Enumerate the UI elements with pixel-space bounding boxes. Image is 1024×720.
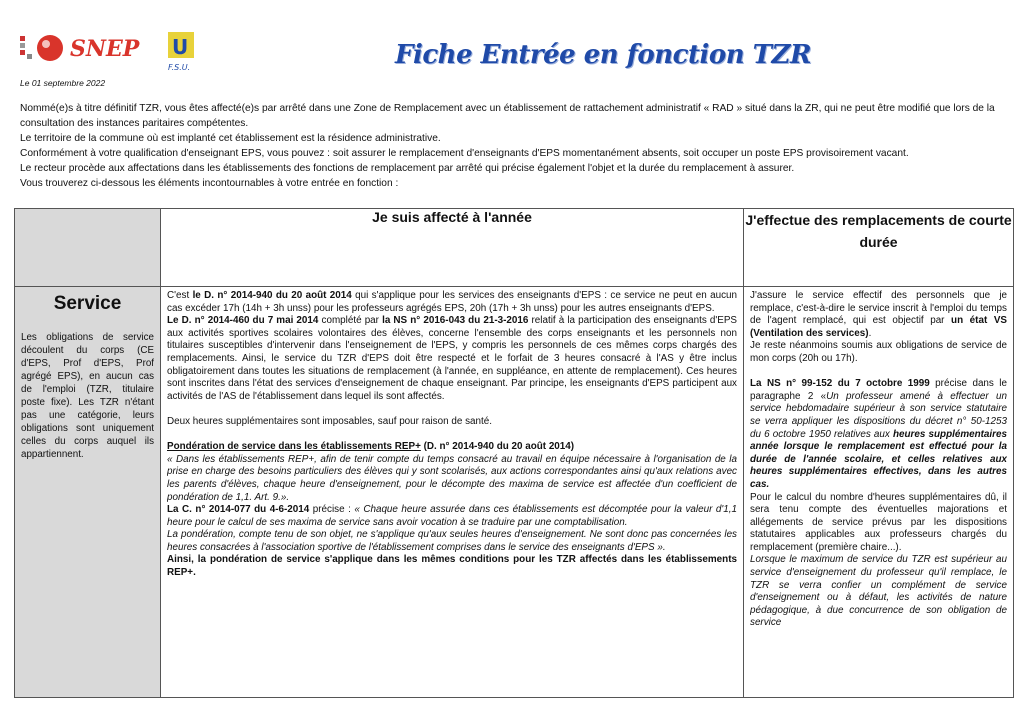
intro-paragraph: Le territoire de la commune où est implanté cet établissement est la résidence administrative. <box>20 133 441 144</box>
affecte-annee-cell: C'est le D. n° 2014-940 du 20 août 2014 qui s'applique pour les services des enseignants d'EPS : ce service ne peut en aucun cas excéder 17h (14h + 3h unss) pour les professeurs agrégés EPS, 20h (17h + 3h unss) pour les autres enseignants d'EPS. Le D. n° 2014-460 du 7 mai 2014 complété par la NS n° 2016-043 du 21-3-2016 relatif à la participation des enseignants d'EPS aux activités sportives scolaires volontaires des élèves, concerne l'ensemble des corps enseignants et les personnels non titulaires susceptibles d'intervenir dans l'enseignement de l'EPS, y compris les personnels de ces mêmes corps chargés des remplacements. Ainsi, le service du TZR d'EPS doit être respecté et le forfait de 3 heures consacré à l'AS y être inclus obligatoirement dans toutes les situations de remplacement (à l'année, en suppléance, en attente de remplacement). Ces heures sont inscrites dans l'état des services d'enseignement de chaque enseignant. Par principe, les enseignants d'EPS participent aux activités de l'AS de l'établissement dans lequel ils sont affectés. Deux heures supplémentaires sont imposables, sauf pour raison de santé. Pondération de service dans les établissements REP+ (D. n° 2014-940 du 20 août 2014) « Dans les établissements REP+, afin de tenir compte du temps consacré au travail en équipe nécessaire à l'organisation de la prise en charge des besoins particuliers des élèves qui y sont scolarisés, aux actions correspondantes ainsi qu'aux relations avec les parents d'élèves, chaque heure d'enseignement, pour le décompte des maxima de service est affectée d'un coefficient de pondération de 1,1. Art. 9.». La C. n° 2014-077 du 4-6-2014 précise : « Chaque heure assurée dans ces établissements est décomptée pour la valeur d'1,1 heure pour le calcul de ses maxima de service sans avoir vocation à se traduire par une comptabilisation. La pondération, compte tenu de son objet, ne s'applique qu'aux seules heures d'enseignement. Ne sont donc pas concernées les heures consacrées à l'association sportive de l'établissement comprises dans le service des enseignants d'EPS ». Ainsi, la pondération de service s'applique dans les mêmes conditions pour les TZR affectés dans les établissements REP+. <box>161 287 744 698</box>
intro-paragraph: Nommé(e)s à titre définitif TZR, vous êtes affecté(e)s par arrêté dans une Zone de Remplacement avec un établissement de rattachement administratif « RAD » situé dans la ZR, qui ne peut être modifié que lors de la consultation des instances paritaires compétentes. <box>20 103 995 129</box>
svg-text:U: U <box>172 35 189 59</box>
rep-section-title: Pondération de service dans les établissements REP+ <box>167 441 421 453</box>
logo-text: SNEP <box>70 36 140 62</box>
service-cell <box>15 287 161 698</box>
snep-fsu-logo <box>18 30 208 78</box>
service-title: Service <box>53 293 122 314</box>
intro-paragraph: Vous trouverez ci-dessous les éléments incontournables à votre entrée en fonction : <box>20 178 399 189</box>
header-affecte-annee: Je suis affecté à l'année <box>161 209 744 287</box>
intro-text <box>20 101 1010 191</box>
info-table <box>14 208 1014 698</box>
intro-paragraph: Le recteur procède aux affectations dans les établissements des fonctions de remplacement par arrêté qui précise également l'objet et la durée du remplacement à assurer. <box>20 163 795 174</box>
logo-subtext: F.S.U. <box>168 63 191 72</box>
heures-sup-text: Deux heures supplémentaires sont imposables, sauf pour raison de santé. <box>167 415 492 427</box>
document-date: Le 01 septembre 2022 <box>20 78 106 88</box>
header-empty-cell <box>15 209 161 287</box>
service-text: Les obligations de service découlent du corps (CE d'EPS, Prof d'EPS, Prof agrégé EPS), en aucun cas de l'emploi (TZR, titulaire poste fixe). Les TZR n'étant pas une catégorie, leurs obligations sont uniquement celles du corps auquel ils appartiennent. <box>21 332 154 460</box>
intro-paragraph: Conformément à votre qualification d'enseignant EPS, vous pouvez : soit assurer le remplacement d'enseignants d'EPS momentanément absents, soit occuper un poste EPS provisoirement vacant. <box>20 148 909 159</box>
page-title: Fiche Entrée en fonction TZR <box>395 40 812 70</box>
courte-duree-cell: J'assure le service effectif des personnels que je remplace, c'est-à-dire le service inscrit à l'emploi du temps de l'agent remplacé, qui est objectif par un état VS (Ventilation des services). Je reste néanmoins soumis aux obligations de service de mon corps (20h ou 17h). La NS n° 99-152 du 7 octobre 1999 précise dans le paragraphe 2 «Un professeur amené à effectuer un service hebdomadaire supérieur à son service statutaire se verra appliquer les dispositions du décret n° 50-1253 du 6 octobre 1950 relatives aux heures supplémentaires année lorsque le remplacement est effectué pour la durée de l'année scolaire, et celles relatives aux heures supplémentaires effectives, dans les autres cas. Pour le calcul du nombre d'heures supplémentaires dû, il sera tenu compte des éventuelles majorations et allégements de service prévus par les dispositions statutaires applicables aux professeurs chargés du remplacement (première chaire...). Lorsque le maximum de service du TZR est supérieur au service d'enseignement du professeur qu'il remplace, le TZR se verra confier un complément de service d'enseignement ou à défaut, les activités de nature pédagogique, à due concurrence de son obligation de service <box>744 287 1014 698</box>
header-remplacements-courte-duree: J'effectue des remplacements de courte durée <box>744 209 1014 287</box>
